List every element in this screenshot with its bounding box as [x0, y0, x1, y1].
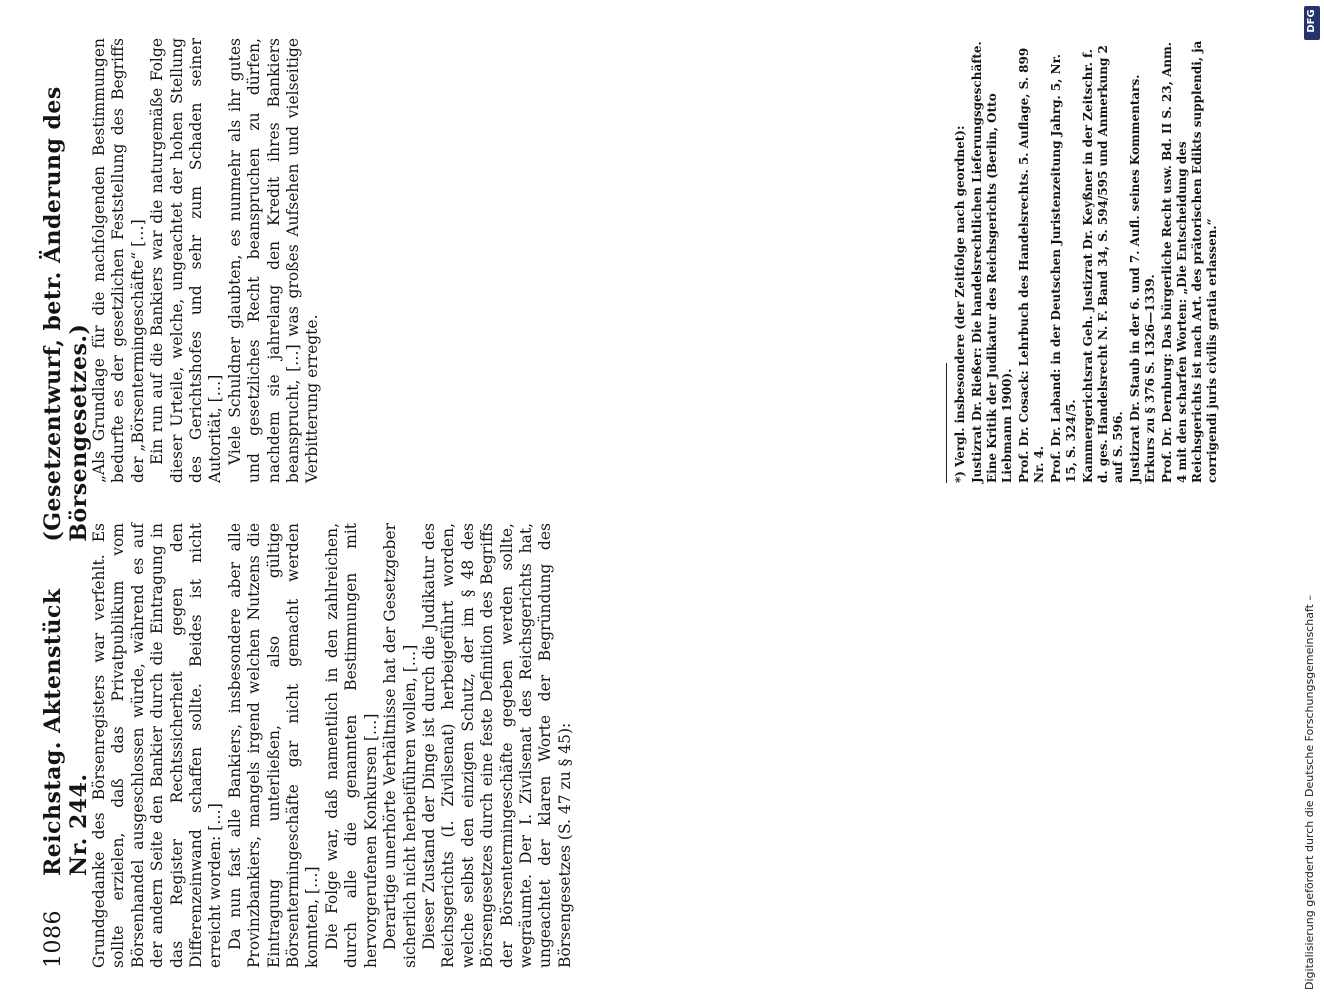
text-column-right: [90, 38, 940, 483]
footnotes: [946, 38, 1219, 483]
footnote: Prof. Dr. Cosack: Lehrbuch des Handelsrechts. 5. Auflage, S. 899 Nr. 4.: [1017, 47, 1046, 483]
dfg-logo-icon: [1304, 6, 1320, 40]
rotated-page-content: [40, 38, 1300, 968]
credit-text: Digitalisierung gefördert durch die Deutsche Forschungsgemeinschaft –: [1303, 595, 1316, 990]
document-title: (Gesetzentwurf, betr. Änderung des Börsengesetzes.): [40, 86, 92, 542]
footnote-rule: [946, 363, 947, 483]
footnote: Justizrat Dr. Staub in der 6. und 7. Aufl. seines Kommentars. Erkurs zu § 376 S. 1326—1339.: [1128, 74, 1157, 483]
paragraph: Derartige unerhörte Verhältnisse hat der Gesetzgeber sicherlich nicht herbeiführen wollen, […]: [381, 523, 419, 968]
paragraph: Die Folge war, daß namentlich in den zahlreichen, durch alle die genannten Bestimmungen mit hervorgerufenen Konkursen […]: [322, 523, 380, 968]
footnote: Kammergerichtsrat Geh. Justizrat Dr. Keyßner in der Zeitschr. f. d. ges. Handelsrecht N. F. Band 34, S. 594/595 und Anmerkung 2 auf S. 596.: [1081, 45, 1125, 483]
paragraph: Viele Schuldner glaubten, es nunmehr als ihr gutes und gesetzliches Recht beanspruchen zu dürfen, nachdem sie jahrelang den Kredit ihres Bankiers beansprucht, […] was großes Aufsehen und vielseitige Verbitterung erregte.: [225, 38, 322, 483]
footnote: Prof. Dr. Laband: in der Deutschen Juristenzeitung Jahrg. 5, Nr. 15, S. 324/5.: [1049, 54, 1078, 483]
paragraph: Grundgedanke des Börsenregisters war verfehlt. Es sollte erzielen, daß das Privatpublikum vom Börsenhandel ausgeschlossen würde, während es auf der andern Seite den Bankier durch die Eintragung in das Register Rechtssicherheit gegen den Differenzeinwand schaffen sollte. Beides ist nicht erreicht worden: […]: [90, 523, 225, 968]
text-column-left: [90, 523, 940, 968]
footnote: Justizrat Dr. Rießer: Die handelsrechtlichen Lieferungsgeschäfte. Eine Kritik der Judikatur des Reichsgerichts (Berlin, Otto Liebmann 1900).: [970, 41, 1014, 483]
paragraph: Da nun fast alle Bankiers, insbesondere aber alle Provinzbankiers, mangels irgend welchen Nutzens die Eintragung unterließen, also gültige Börsentermingeschäfte gar nicht gemacht werden konnten, […]: [225, 523, 322, 968]
footnote: *) Vergl. insbesondere (der Zeitfolge nach geordnet):: [953, 125, 967, 483]
paragraph: Ein run auf die Bankiers war die naturgemäße Folge dieser Urteile, welche, ungeachtet der hohen Stellung des Gerichtshofes und sehr zum Schaden seiner Autorität, […]: [148, 38, 225, 483]
logo-text: DFG: [1306, 9, 1317, 33]
paragraph: „Als Grundlage für die nachfolgenden Bestimmungen bedurfte es der gesetzlichen Feststellung des Begriffs der „Börsentermingeschäfte“ […]: [90, 38, 147, 483]
footnote: Prof. Dr. Dernburg: Das bürgerliche Recht usw. Bd. II S. 23, Anm. 4 mit den scharfen Worten: „Die Entscheidung des Reichsgerichts ist nach Art. des prätorischen Edikts supplendi, ja corrigendi juris civilis gratia erlassen.“: [1160, 40, 1219, 483]
digitization-credit: [1300, 4, 1320, 994]
paragraph: Dieser Zustand der Dinge ist durch die Judikatur des Reichsgerichts (I. Zivilsenat) herbeigeführt worden, welche selbst den einzigen Schutz, der im § 48 des Börsengesetzes durch eine feste Definition des Begriffs der Börsentermingeschäfte gegeben werden sollte, wegräumte. Der I. Zivilsenat des Reichsgerichts hat, ungeachtet der klaren Worte der Begründung des Börsengesetzes (S. 47 zu § 45):: [419, 523, 574, 968]
page-number: 1086: [41, 910, 66, 968]
running-title: Reichstag. Aktenstück Nr. 244.: [40, 588, 92, 876]
page-header: [40, 38, 92, 968]
